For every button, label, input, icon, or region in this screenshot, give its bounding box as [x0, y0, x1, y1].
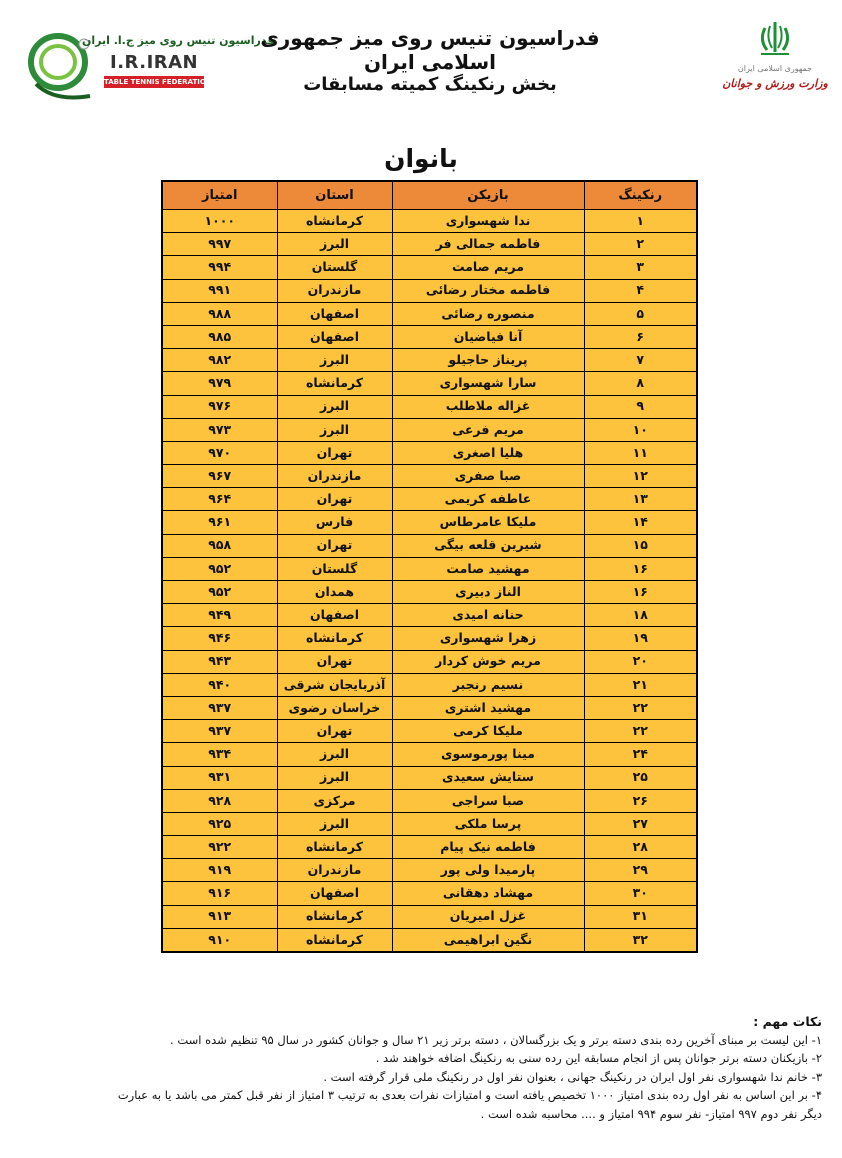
player-cell: غزل امیریان [392, 905, 584, 928]
player-cell: ندا شهسواری [392, 210, 584, 233]
rank-cell: ۹ [584, 395, 697, 418]
rank-cell: ۱۳ [584, 488, 697, 511]
rank-cell: ۱۵ [584, 534, 697, 557]
province-cell: کرمانشاه [277, 928, 392, 952]
table-row [162, 743, 697, 766]
province-cell: تهران [277, 650, 392, 673]
table-row [162, 256, 697, 279]
points-cell: ۹۷۰ [162, 441, 277, 464]
province-cell: خراسان رضوی [277, 696, 392, 719]
player-cell: مریم فرعی [392, 418, 584, 441]
table-row [162, 279, 697, 302]
table-row [162, 325, 697, 348]
column-header-province: استان [277, 181, 392, 210]
table-row [162, 882, 697, 905]
points-cell: ۹۳۴ [162, 743, 277, 766]
province-cell: تهران [277, 488, 392, 511]
province-cell: تهران [277, 720, 392, 743]
rank-cell: ۱۴ [584, 511, 697, 534]
points-cell: ۹۵۲ [162, 581, 277, 604]
logo-latin-text: I.R.IRAN [110, 52, 199, 73]
points-cell: ۹۴۳ [162, 650, 277, 673]
rank-cell: ۲۴ [584, 743, 697, 766]
province-cell: اصفهان [277, 604, 392, 627]
province-cell: کرمانشاه [277, 372, 392, 395]
column-header-player: بازیکن [392, 181, 584, 210]
player-cell: فاطمه جمالی فر [392, 233, 584, 256]
points-cell: ۹۴۹ [162, 604, 277, 627]
ministry-logo [720, 18, 830, 118]
table-row [162, 928, 697, 952]
rank-cell: ۶ [584, 325, 697, 348]
table-row [162, 859, 697, 882]
points-cell: ۹۹۱ [162, 279, 277, 302]
notes-section [22, 1016, 822, 1127]
table-row [162, 488, 697, 511]
table-row [162, 511, 697, 534]
player-cell: پارمیدا ولی پور [392, 859, 584, 882]
province-cell: مازندران [277, 279, 392, 302]
province-cell: تهران [277, 441, 392, 464]
player-cell: نگین ابراهیمی [392, 928, 584, 952]
player-cell: زهرا شهسواری [392, 627, 584, 650]
rank-cell: ۷ [584, 349, 697, 372]
points-cell: ۹۷۶ [162, 395, 277, 418]
federation-title: فدراسیون تنیس روی میز جمهوری اسلامی ایران [260, 26, 600, 74]
table-row [162, 441, 697, 464]
player-cell: هلیا اصغری [392, 441, 584, 464]
rank-cell: ۳۰ [584, 882, 697, 905]
player-cell: صبا صفری [392, 465, 584, 488]
table-row [162, 836, 697, 859]
page-header [0, 0, 842, 130]
table-row [162, 395, 697, 418]
column-header-rank: رنکینگ [584, 181, 697, 210]
province-cell: البرز [277, 349, 392, 372]
table-row [162, 349, 697, 372]
ranking-table-body [162, 210, 697, 953]
player-cell: مریم صامت [392, 256, 584, 279]
logo-subtitle: TABLE TENNIS FEDERATION [104, 78, 212, 86]
points-cell: ۹۴۶ [162, 627, 277, 650]
rank-cell: ۲۲ [584, 696, 697, 719]
section-title: بخش رنکینگ کمیته مسابقات [303, 74, 557, 95]
province-cell: اصفهان [277, 882, 392, 905]
province-cell: البرز [277, 766, 392, 789]
table-row [162, 372, 697, 395]
points-cell: ۹۶۴ [162, 488, 277, 511]
rank-cell: ۸ [584, 372, 697, 395]
table-header-row [162, 181, 697, 210]
table-row [162, 581, 697, 604]
rank-cell: ۴ [584, 279, 697, 302]
notes-heading: نکات مهم : [753, 1014, 822, 1029]
rank-cell: ۱۰ [584, 418, 697, 441]
player-cell: صبا سراجی [392, 789, 584, 812]
rank-cell: ۱۱ [584, 441, 697, 464]
table-row [162, 650, 697, 673]
player-cell: ملیکا کرمی [392, 720, 584, 743]
table-row [162, 534, 697, 557]
rank-cell: ۲۸ [584, 836, 697, 859]
province-cell: البرز [277, 418, 392, 441]
rank-cell: ۱ [584, 210, 697, 233]
province-cell: اصفهان [277, 302, 392, 325]
column-header-points: امتیاز [162, 181, 277, 210]
province-cell: کرمانشاه [277, 905, 392, 928]
player-cell: مهشاد دهقانی [392, 882, 584, 905]
points-cell: ۹۲۵ [162, 812, 277, 835]
province-cell: مازندران [277, 859, 392, 882]
points-cell: ۹۳۷ [162, 696, 277, 719]
note-item: ۱- این لیست بر مبنای آخرین رده بندی دسته برتر و یک بزرگسالان ، دسته برتر زیر ۲۱ سال و جوانان کشور در سال ۹۵ تنظیم شده است . [170, 1032, 822, 1047]
ranking-table [161, 180, 698, 953]
points-cell: ۹۳۷ [162, 720, 277, 743]
rank-cell: ۲۹ [584, 859, 697, 882]
table-row [162, 905, 697, 928]
player-cell: پریناز حاجیلو [392, 349, 584, 372]
table-row [162, 720, 697, 743]
table-row [162, 465, 697, 488]
rank-cell: ۲۰ [584, 650, 697, 673]
rank-cell: ۲۵ [584, 766, 697, 789]
province-cell: مازندران [277, 465, 392, 488]
note-item: ۴- بر این اساس به نفر اول رده بندی امتیاز ۱۰۰۰ تخصیص یافته است و امتیازات نفرات بعدی به ترتیب ۳ امتیاز از نفر قبل کمتر می باشد یا به عبارت [117, 1088, 822, 1102]
logo-persian-text: فدراسیون تنیس روی میز ج.ا. ایران [82, 34, 275, 47]
table-row [162, 696, 697, 719]
iran-emblem-icon [755, 18, 795, 58]
rank-cell: ۲ [584, 233, 697, 256]
player-cell: منصوره رضائی [392, 302, 584, 325]
republic-text: جمهوری اسلامی ایران [737, 64, 813, 73]
player-cell: حنانه امیدی [392, 604, 584, 627]
points-cell: ۹۱۹ [162, 859, 277, 882]
rank-cell: ۱۹ [584, 627, 697, 650]
table-row [162, 627, 697, 650]
player-cell: ملیکا عامرطاس [392, 511, 584, 534]
table-row [162, 673, 697, 696]
points-cell: ۹۸۸ [162, 302, 277, 325]
rank-cell: ۲۲ [584, 720, 697, 743]
rank-cell: ۲۱ [584, 673, 697, 696]
points-cell: ۹۵۲ [162, 557, 277, 580]
note-item: ۲- بازیکنان دسته برتر جوانان پس از انجام مسابقه این رده سنی به رنکینگ اضافه خواهند شد . [375, 1051, 822, 1065]
player-cell: ستایش سعیدی [392, 766, 584, 789]
table-row [162, 302, 697, 325]
player-cell: نسیم رنجبر [392, 673, 584, 696]
note-item: ۳- خانم ندا شهسواری نفر اول ایران در رنکینگ جهانی ، بعنوان نفر اول در رنکینگ ملی قرار گرفته است . [323, 1069, 822, 1084]
player-cell: عاطفه کریمی [392, 488, 584, 511]
table-row [162, 766, 697, 789]
table-row [162, 233, 697, 256]
province-cell: البرز [277, 743, 392, 766]
rank-cell: ۱۸ [584, 604, 697, 627]
points-cell: ۹۱۶ [162, 882, 277, 905]
province-cell: تهران [277, 534, 392, 557]
points-cell: ۹۷۳ [162, 418, 277, 441]
table-row [162, 789, 697, 812]
player-cell: فاطمه مختار رضائی [392, 279, 584, 302]
rank-cell: ۲۶ [584, 789, 697, 812]
player-cell: آنا فیاضیان [392, 325, 584, 348]
ministry-text: وزارت ورزش و جوانان [722, 77, 828, 90]
rank-cell: ۳۲ [584, 928, 697, 952]
table-row [162, 557, 697, 580]
player-cell: سارا شهسواری [392, 372, 584, 395]
province-cell: کرمانشاه [277, 627, 392, 650]
points-cell: ۱۰۰۰ [162, 210, 277, 233]
table-row [162, 604, 697, 627]
page-title: بانوان [384, 144, 458, 173]
points-cell: ۹۳۱ [162, 766, 277, 789]
province-cell: البرز [277, 233, 392, 256]
player-cell: مینا پورموسوی [392, 743, 584, 766]
rank-cell: ۳۱ [584, 905, 697, 928]
province-cell: البرز [277, 395, 392, 418]
player-cell: غزاله ملاطلب [392, 395, 584, 418]
points-cell: ۹۱۰ [162, 928, 277, 952]
table-row [162, 812, 697, 835]
rank-cell: ۲۷ [584, 812, 697, 835]
points-cell: ۹۷۹ [162, 372, 277, 395]
points-cell: ۹۶۱ [162, 511, 277, 534]
rank-cell: ۱۶ [584, 581, 697, 604]
rank-cell: ۳ [584, 256, 697, 279]
rank-cell: ۵ [584, 302, 697, 325]
player-cell: مریم خوش کردار [392, 650, 584, 673]
table-row [162, 418, 697, 441]
province-cell: گلستان [277, 256, 392, 279]
points-cell: ۹۱۳ [162, 905, 277, 928]
points-cell: ۹۶۷ [162, 465, 277, 488]
player-cell: الناز دبیری [392, 581, 584, 604]
notes-list [22, 1032, 822, 1121]
province-cell: کرمانشاه [277, 210, 392, 233]
rank-cell: ۱۶ [584, 557, 697, 580]
player-cell: شیرین قلعه بیگی [392, 534, 584, 557]
points-cell: ۹۴۰ [162, 673, 277, 696]
player-cell: مهشید صامت [392, 557, 584, 580]
province-cell: گلستان [277, 557, 392, 580]
rank-cell: ۱۲ [584, 465, 697, 488]
points-cell: ۹۲۸ [162, 789, 277, 812]
points-cell: ۹۵۸ [162, 534, 277, 557]
player-cell: فاطمه نیک پیام [392, 836, 584, 859]
province-cell: کرمانشاه [277, 836, 392, 859]
note-item: دیگر نفر دوم ۹۹۷ امتیاز- نفر سوم ۹۹۴ امتیاز و .... محاسبه شده است . [480, 1106, 822, 1121]
province-cell: فارس [277, 511, 392, 534]
province-cell: اصفهان [277, 325, 392, 348]
points-cell: ۹۹۷ [162, 233, 277, 256]
points-cell: ۹۲۲ [162, 836, 277, 859]
player-cell: پرسا ملکی [392, 812, 584, 835]
province-cell: البرز [277, 812, 392, 835]
player-cell: مهشید اشتری [392, 696, 584, 719]
points-cell: ۹۹۴ [162, 256, 277, 279]
table-tennis-federation-logo [24, 26, 275, 102]
points-cell: ۹۸۲ [162, 349, 277, 372]
table-row [162, 210, 697, 233]
province-cell: مرکزی [277, 789, 392, 812]
points-cell: ۹۸۵ [162, 325, 277, 348]
province-cell: همدان [277, 581, 392, 604]
province-cell: آذربایجان شرقی [277, 673, 392, 696]
